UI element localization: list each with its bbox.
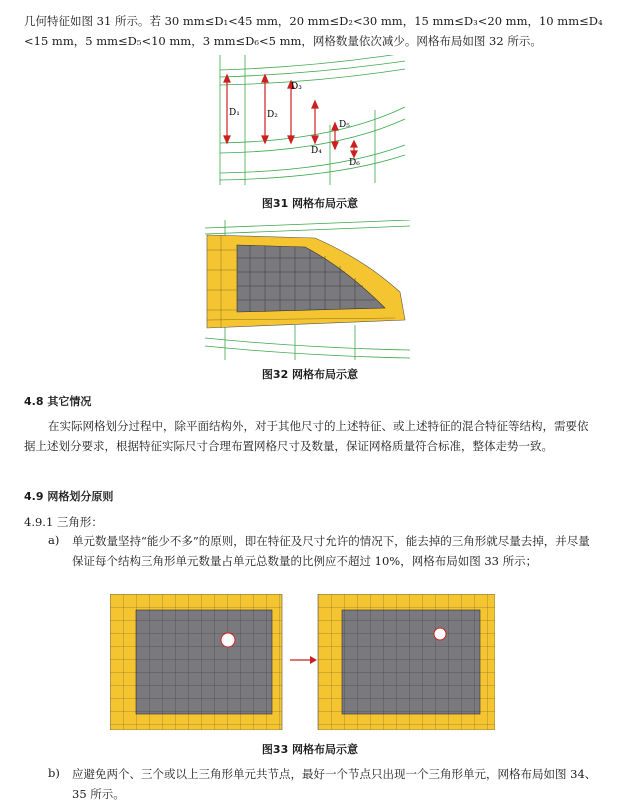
fig31-label-d4: D₄ [311,146,322,156]
intro-line-1: 几何特征如图 31 所示。若 30 mm≤D₁<45 mm，20 mm≤D₂<30 mm，15 mm≤D₃<20 mm，10 mm≤D₄ [24,14,603,28]
fig31-caption: 图31 网格布局示意 [261,197,359,210]
fig31-label-d5: D₅ [339,120,350,130]
figure-33 [110,594,495,730]
fig32-caption: 图32 网格布局示意 [261,368,359,381]
fig31-label-d6: D₆ [349,158,360,168]
section-4-8-heading: 4.8 其它情况 [24,395,92,408]
fig31-label-d3: D₃ [291,82,302,92]
intro-line-2: <15 mm，5 mm≤D₅<10 mm，3 mm≤D₆<5 mm，网格数量依次减少。网格布局如图 32 所示。 [24,34,542,48]
section-4-9-heading: 4.9 网格划分原则 [24,490,114,503]
section-4-9-1-heading: 4.9.1 三角形： [24,515,103,529]
fig33-caption: 图33 网格布局示意 [261,743,359,756]
section-4-8-body: 在实际网格划分过程中，除平面结构外，对于其他尺寸的上述特征、或上述特征的混合特征等结构，需要依据上述划分要求，根据特征实际尺寸合理布置网格尺寸及数量，保证网格质量符合标准，整体走势一致。 [24,419,589,453]
item-a-body: 单元数量坚持“能少不多”的原则，即在特征及尺寸允许的情况下，能去掉的三角形就尽量去掉，并尽量保证每个结构三角形单元数量占单元总数量的比例应不超过 10%，网格布局如图 33 所示； [72,534,590,568]
figure-31 [215,55,410,185]
item-b-marker: b) [48,766,60,780]
item-b-body: 应避免两个、三个或以上三角形单元共节点，最好一个节点只出现一个三角形单元，网格布局如图 34、35 所示。 [72,767,597,801]
figure-32 [205,220,415,360]
item-a-marker: a) [48,533,60,547]
fig31-label-d1: D₁ [229,108,240,118]
fig31-label-d2: D₂ [267,110,278,120]
